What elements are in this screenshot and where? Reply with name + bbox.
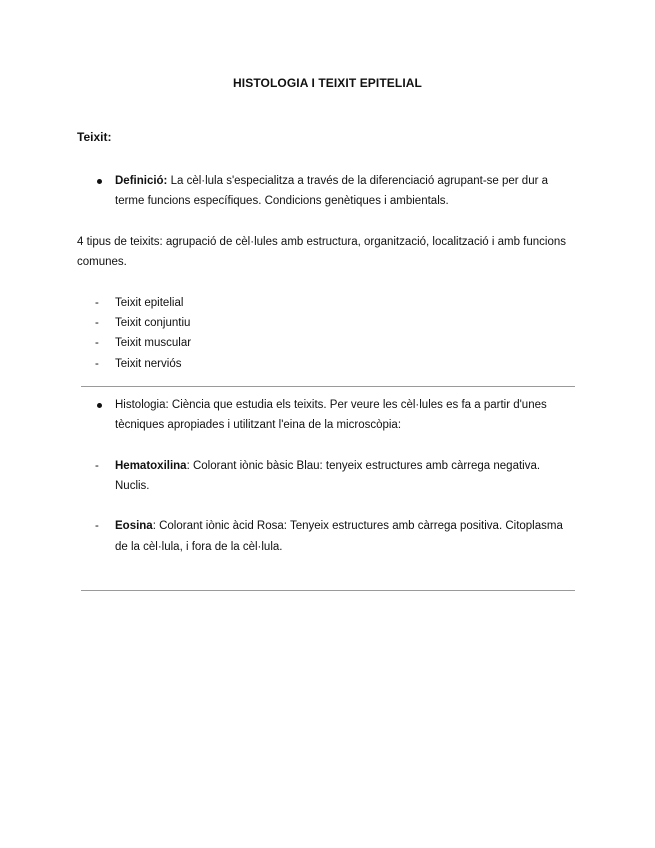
histology-line-1: Histologia: Ciència que estudia els teixits. Per veure les cèl·lules es fa a partir d'unes [115, 399, 547, 411]
eosina-label: Eosina [115, 520, 153, 532]
tissue-intro-line-2: comunes. [77, 256, 127, 268]
bullet-dot-icon [97, 403, 102, 408]
eosina-text: : Colorant iònic àcid Rosa: Tenyeix estructures amb càrrega positiva. Citoplasma [152, 520, 563, 532]
page-title: HISTOLOGIA I TEIXIT EPITELIAL [233, 76, 422, 90]
list-dash: - [95, 460, 99, 472]
horizontal-divider [81, 590, 575, 591]
list-dash: - [95, 297, 99, 309]
list-dash: - [95, 337, 99, 349]
tissue-type-item: Teixit nerviós [115, 358, 182, 370]
hematoxilina-label: Hematoxilina [115, 460, 187, 472]
definition-text: La cèl·lula s'especialitza a través de la diferenciació agrupant-se per dur a [167, 175, 549, 187]
tissue-type-item: Teixit muscular [115, 337, 192, 349]
eosina-line-2: de la cèl·lula, i fora de la cèl·lula. [115, 541, 283, 553]
definition-line-2: terme funcions específiques. Condicions genètiques i ambientals. [115, 195, 449, 207]
horizontal-divider [81, 386, 575, 387]
definition-line-1 [115, 171, 548, 192]
tissue-type-item: Teixit epitelial [115, 297, 184, 309]
bullet-dot-icon [97, 179, 102, 184]
definition-label: Definició: [115, 175, 168, 187]
section-heading: Teixit: [77, 130, 112, 144]
hematoxilina-line-2: Nuclis. [115, 480, 150, 492]
histology-line-2: tècniques apropiades i utilitzant l'eina de la microscòpia: [115, 419, 402, 431]
list-dash: - [95, 358, 99, 370]
tissue-intro-line-1: 4 tipus de teixits: agrupació de cèl·lules amb estructura, organització, localització i amb funcions [77, 236, 566, 248]
list-dash: - [95, 520, 99, 532]
tissue-type-item: Teixit conjuntiu [115, 317, 191, 329]
hematoxilina-text: : Colorant iònic bàsic Blau: tenyeix estructures amb càrrega negativa. [186, 460, 541, 472]
eosina-line-1 [115, 516, 563, 537]
hematoxilina-line-1 [115, 456, 540, 477]
list-dash: - [95, 317, 99, 329]
